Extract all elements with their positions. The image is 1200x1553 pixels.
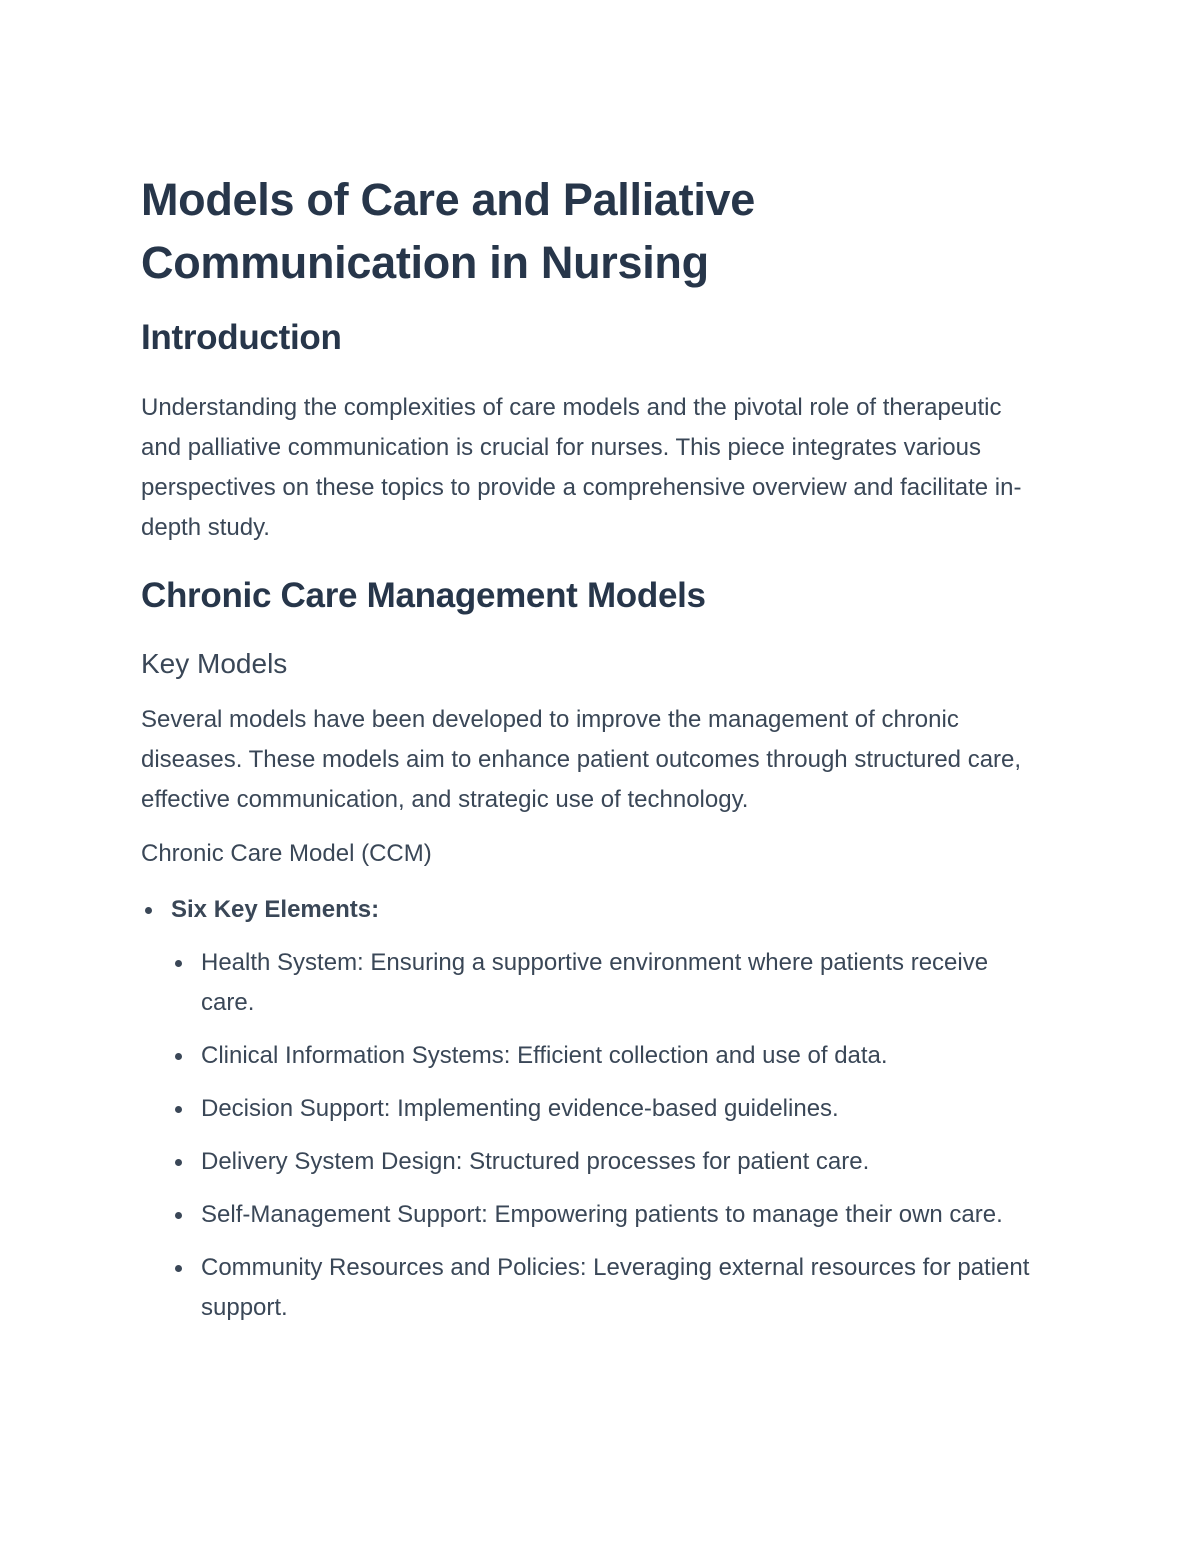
list-item-text: Delivery System Design: Structured processes for patient care.	[201, 1148, 870, 1175]
list-item	[201, 1089, 1071, 1129]
list-item-text: Clinical Information Systems: Efficient collection and use of data.	[201, 1042, 888, 1069]
list-item-six-key-elements	[171, 890, 1071, 1328]
list-item-text: Self-Management Support: Empowering patients to manage their own care.	[201, 1201, 1003, 1228]
list-item-text: Decision Support: Implementing evidence-based guidelines.	[201, 1095, 839, 1122]
ccm-elements-list	[201, 943, 1071, 1328]
list-item	[201, 1248, 1061, 1328]
introduction-heading: Introduction	[141, 318, 342, 357]
bullet-icon	[145, 907, 152, 914]
key-models-heading: Key Models	[141, 648, 288, 679]
bullet-icon	[175, 1159, 182, 1166]
key-models-paragraph: Several models have been developed to improve the management of chronic diseases. These models aim to enhance patient outcomes through structured care, effective communication, and strategic use of technology.	[141, 706, 1022, 813]
document-page	[141, 168, 1071, 1341]
ccm-list	[171, 890, 1071, 1328]
bullet-icon	[175, 1053, 182, 1060]
bullet-icon	[175, 1212, 182, 1219]
bullet-icon	[175, 960, 182, 967]
document-title: Models of Care and Palliative Communication in Nursing	[141, 174, 755, 288]
list-item	[201, 1142, 1071, 1182]
bullet-icon	[175, 1106, 182, 1113]
list-item	[201, 1036, 1071, 1076]
introduction-paragraph: Understanding the complexities of care models and the pivotal role of therapeutic and palliative communication is crucial for nurses. This piece integrates various perspectives on these topics to provide a comprehensive overview and facilitate in-depth study.	[141, 394, 1022, 541]
chronic-care-heading: Chronic Care Management Models	[141, 576, 706, 615]
bullet-icon	[175, 1265, 182, 1272]
ccm-heading: Chronic Care Model (CCM)	[141, 840, 432, 867]
list-label: Six Key Elements:	[171, 896, 380, 923]
list-item	[201, 1195, 1061, 1235]
list-item	[201, 943, 1021, 1023]
list-item-text: Community Resources and Policies: Leveraging external resources for patient support.	[201, 1254, 1030, 1321]
list-item-text: Health System: Ensuring a supportive environment where patients receive care.	[201, 949, 989, 1016]
